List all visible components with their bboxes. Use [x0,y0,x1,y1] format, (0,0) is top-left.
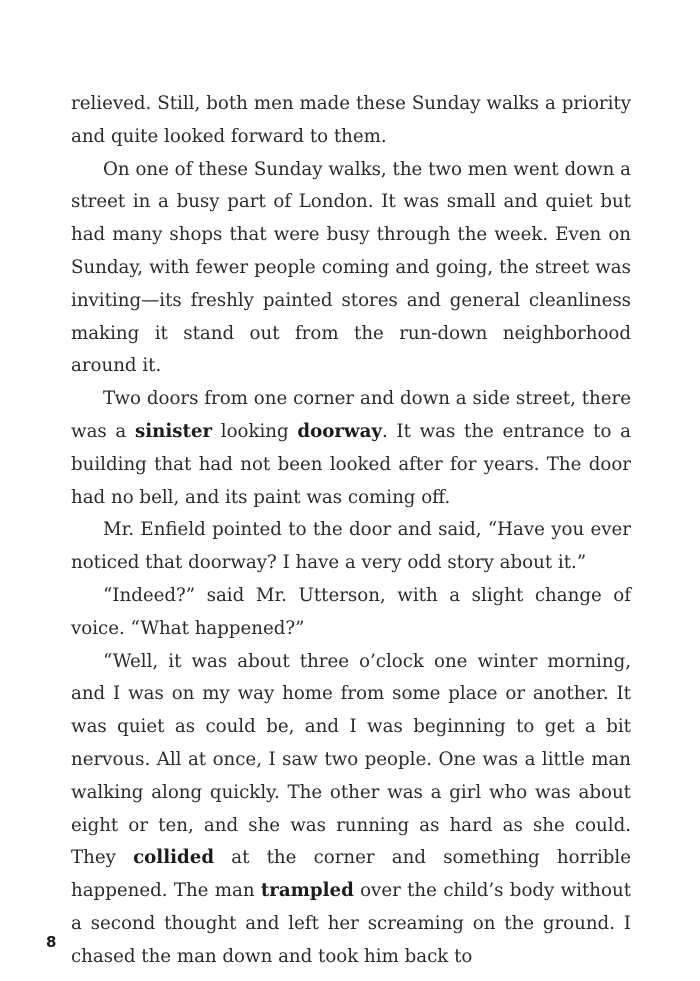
paragraph-5 [71,580,631,646]
text-segment: looking [212,420,298,442]
text-segment: “Indeed?” said Mr. Utterson, with a slight change of voice. “What happened?” [71,584,631,639]
vocab-word-collided: collided [133,847,215,869]
vocab-word-trampled: trampled [260,880,354,902]
page-number: 8 [46,933,57,951]
vocab-word-doorway: doorway [297,420,382,442]
text-segment: Mr. Enfield pointed to the door and said, “Have you ever noticed that doorway? I have a very odd story about it.” [71,519,631,574]
text-segment: On one of these Sunday walks, the two men went down a street in a busy part of London. It was small and quiet but had many shops that were busy through the week. Even on Sunday, with fewer people coming and going, the street was inviting—its freshly painted stores and general cleanliness making it stand out from the run-down neighborhood around it. [71,158,631,377]
paragraph-2 [71,154,631,384]
vocab-word-sinister: sinister [134,420,213,442]
paragraph-4 [71,514,631,580]
text-segment: relieved. Still, both men made these Sunday walks a priority and quite looked forward to them. [71,93,631,147]
paragraph-1 [71,88,631,154]
text-segment: over the child’s body without a second thought and left her screaming on the ground. I chased the man down and took him back to [71,880,631,967]
text-segment: “Well, it was about three o’clock one winter morning, and I was on my way home from some place or another. It was quiet as could be, and I was beginning to get a bit nervous. All at once, I saw two people. One was a little man walking along quickly. The other was a girl who was about eight or ten, and she was running as hard as she could. They [71,650,631,869]
text-segment: at the corner and something horrible happened. The man [71,847,631,902]
body-text [71,88,631,974]
paragraph-3 [71,383,631,514]
text-segment: . It was the entrance to a building that had not been looked after for years. The door had no bell, and its paint was coming off. [71,420,631,508]
text-segment: Two doors from one corner and down a side street, there was a [71,388,631,442]
paragraph-6 [71,646,631,974]
